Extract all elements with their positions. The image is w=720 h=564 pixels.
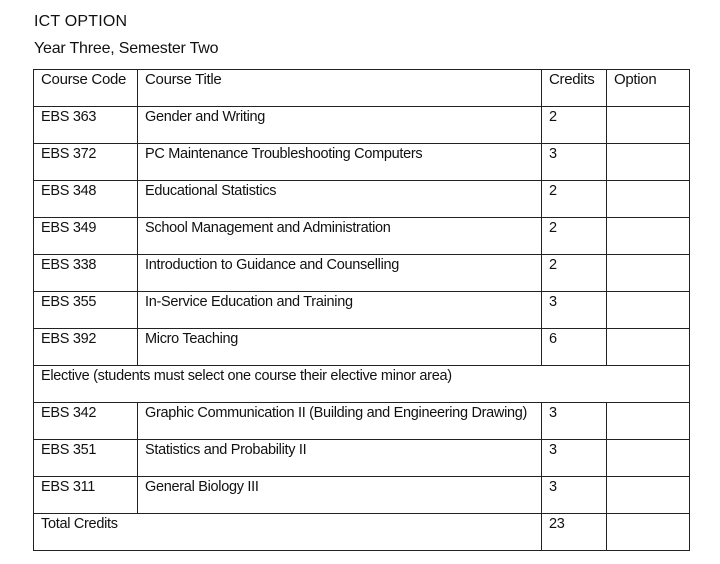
table-row bbox=[34, 477, 690, 514]
credits-cell: 3 bbox=[542, 440, 607, 477]
course-title-cell: General Biology III bbox=[138, 477, 542, 514]
credits-cell: 3 bbox=[542, 292, 607, 329]
option-cell[interactable] bbox=[607, 329, 690, 366]
course-title-cell: Graphic Communication II (Building and Engineering Drawing) bbox=[138, 403, 542, 440]
header-credits: Credits bbox=[542, 70, 607, 107]
course-code-cell: EBS 363 bbox=[34, 107, 138, 144]
table-row bbox=[34, 440, 690, 477]
course-title-cell: Statistics and Probability II bbox=[138, 440, 542, 477]
table-row bbox=[34, 255, 690, 292]
course-code-cell: EBS 355 bbox=[34, 292, 138, 329]
credits-cell: 3 bbox=[542, 144, 607, 181]
course-title-cell: Gender and Writing bbox=[138, 107, 542, 144]
table-row bbox=[34, 144, 690, 181]
total-credits-value: 23 bbox=[542, 514, 607, 551]
option-cell[interactable] bbox=[607, 477, 690, 514]
credits-cell: 3 bbox=[542, 477, 607, 514]
course-code-cell: EBS 342 bbox=[34, 403, 138, 440]
option-cell[interactable] bbox=[607, 107, 690, 144]
page-subheading: Year Three, Semester Two bbox=[34, 40, 219, 57]
course-code-cell: EBS 372 bbox=[34, 144, 138, 181]
course-title-cell: Micro Teaching bbox=[138, 329, 542, 366]
course-code-cell: EBS 351 bbox=[34, 440, 138, 477]
course-title-cell: Educational Statistics bbox=[138, 181, 542, 218]
course-code-cell: EBS 311 bbox=[34, 477, 138, 514]
option-cell[interactable] bbox=[607, 144, 690, 181]
course-code-cell: EBS 392 bbox=[34, 329, 138, 366]
table-row bbox=[34, 329, 690, 366]
credits-cell: 3 bbox=[542, 403, 607, 440]
total-credits-label: Total Credits bbox=[34, 514, 542, 551]
credits-cell: 6 bbox=[542, 329, 607, 366]
option-cell[interactable] bbox=[607, 181, 690, 218]
total-row bbox=[34, 514, 690, 551]
table-row bbox=[34, 181, 690, 218]
course-title-cell: PC Maintenance Troubleshooting Computers bbox=[138, 144, 542, 181]
page-heading: ICT OPTION bbox=[34, 13, 128, 30]
course-title-cell: School Management and Administration bbox=[138, 218, 542, 255]
header-course-code: Course Code bbox=[34, 70, 138, 107]
option-cell[interactable] bbox=[607, 218, 690, 255]
elective-note-row bbox=[34, 366, 690, 403]
option-cell[interactable] bbox=[607, 292, 690, 329]
table-row bbox=[34, 403, 690, 440]
credits-cell: 2 bbox=[542, 218, 607, 255]
table-header-row bbox=[34, 70, 690, 107]
option-cell[interactable] bbox=[607, 255, 690, 292]
credits-cell: 2 bbox=[542, 107, 607, 144]
table-row bbox=[34, 107, 690, 144]
course-title-cell: Introduction to Guidance and Counselling bbox=[138, 255, 542, 292]
table-row bbox=[34, 292, 690, 329]
header-option: Option bbox=[607, 70, 690, 107]
course-code-cell: EBS 349 bbox=[34, 218, 138, 255]
option-cell[interactable] bbox=[607, 440, 690, 477]
credits-cell: 2 bbox=[542, 255, 607, 292]
header-course-title: Course Title bbox=[138, 70, 542, 107]
elective-note: Elective (students must select one course their elective minor area) bbox=[34, 366, 690, 403]
course-code-cell: EBS 338 bbox=[34, 255, 138, 292]
credits-cell: 2 bbox=[542, 181, 607, 218]
table-row bbox=[34, 218, 690, 255]
course-code-cell: EBS 348 bbox=[34, 181, 138, 218]
total-option-cell bbox=[607, 514, 690, 551]
option-cell[interactable] bbox=[607, 403, 690, 440]
course-table bbox=[33, 69, 690, 551]
course-title-cell: In-Service Education and Training bbox=[138, 292, 542, 329]
